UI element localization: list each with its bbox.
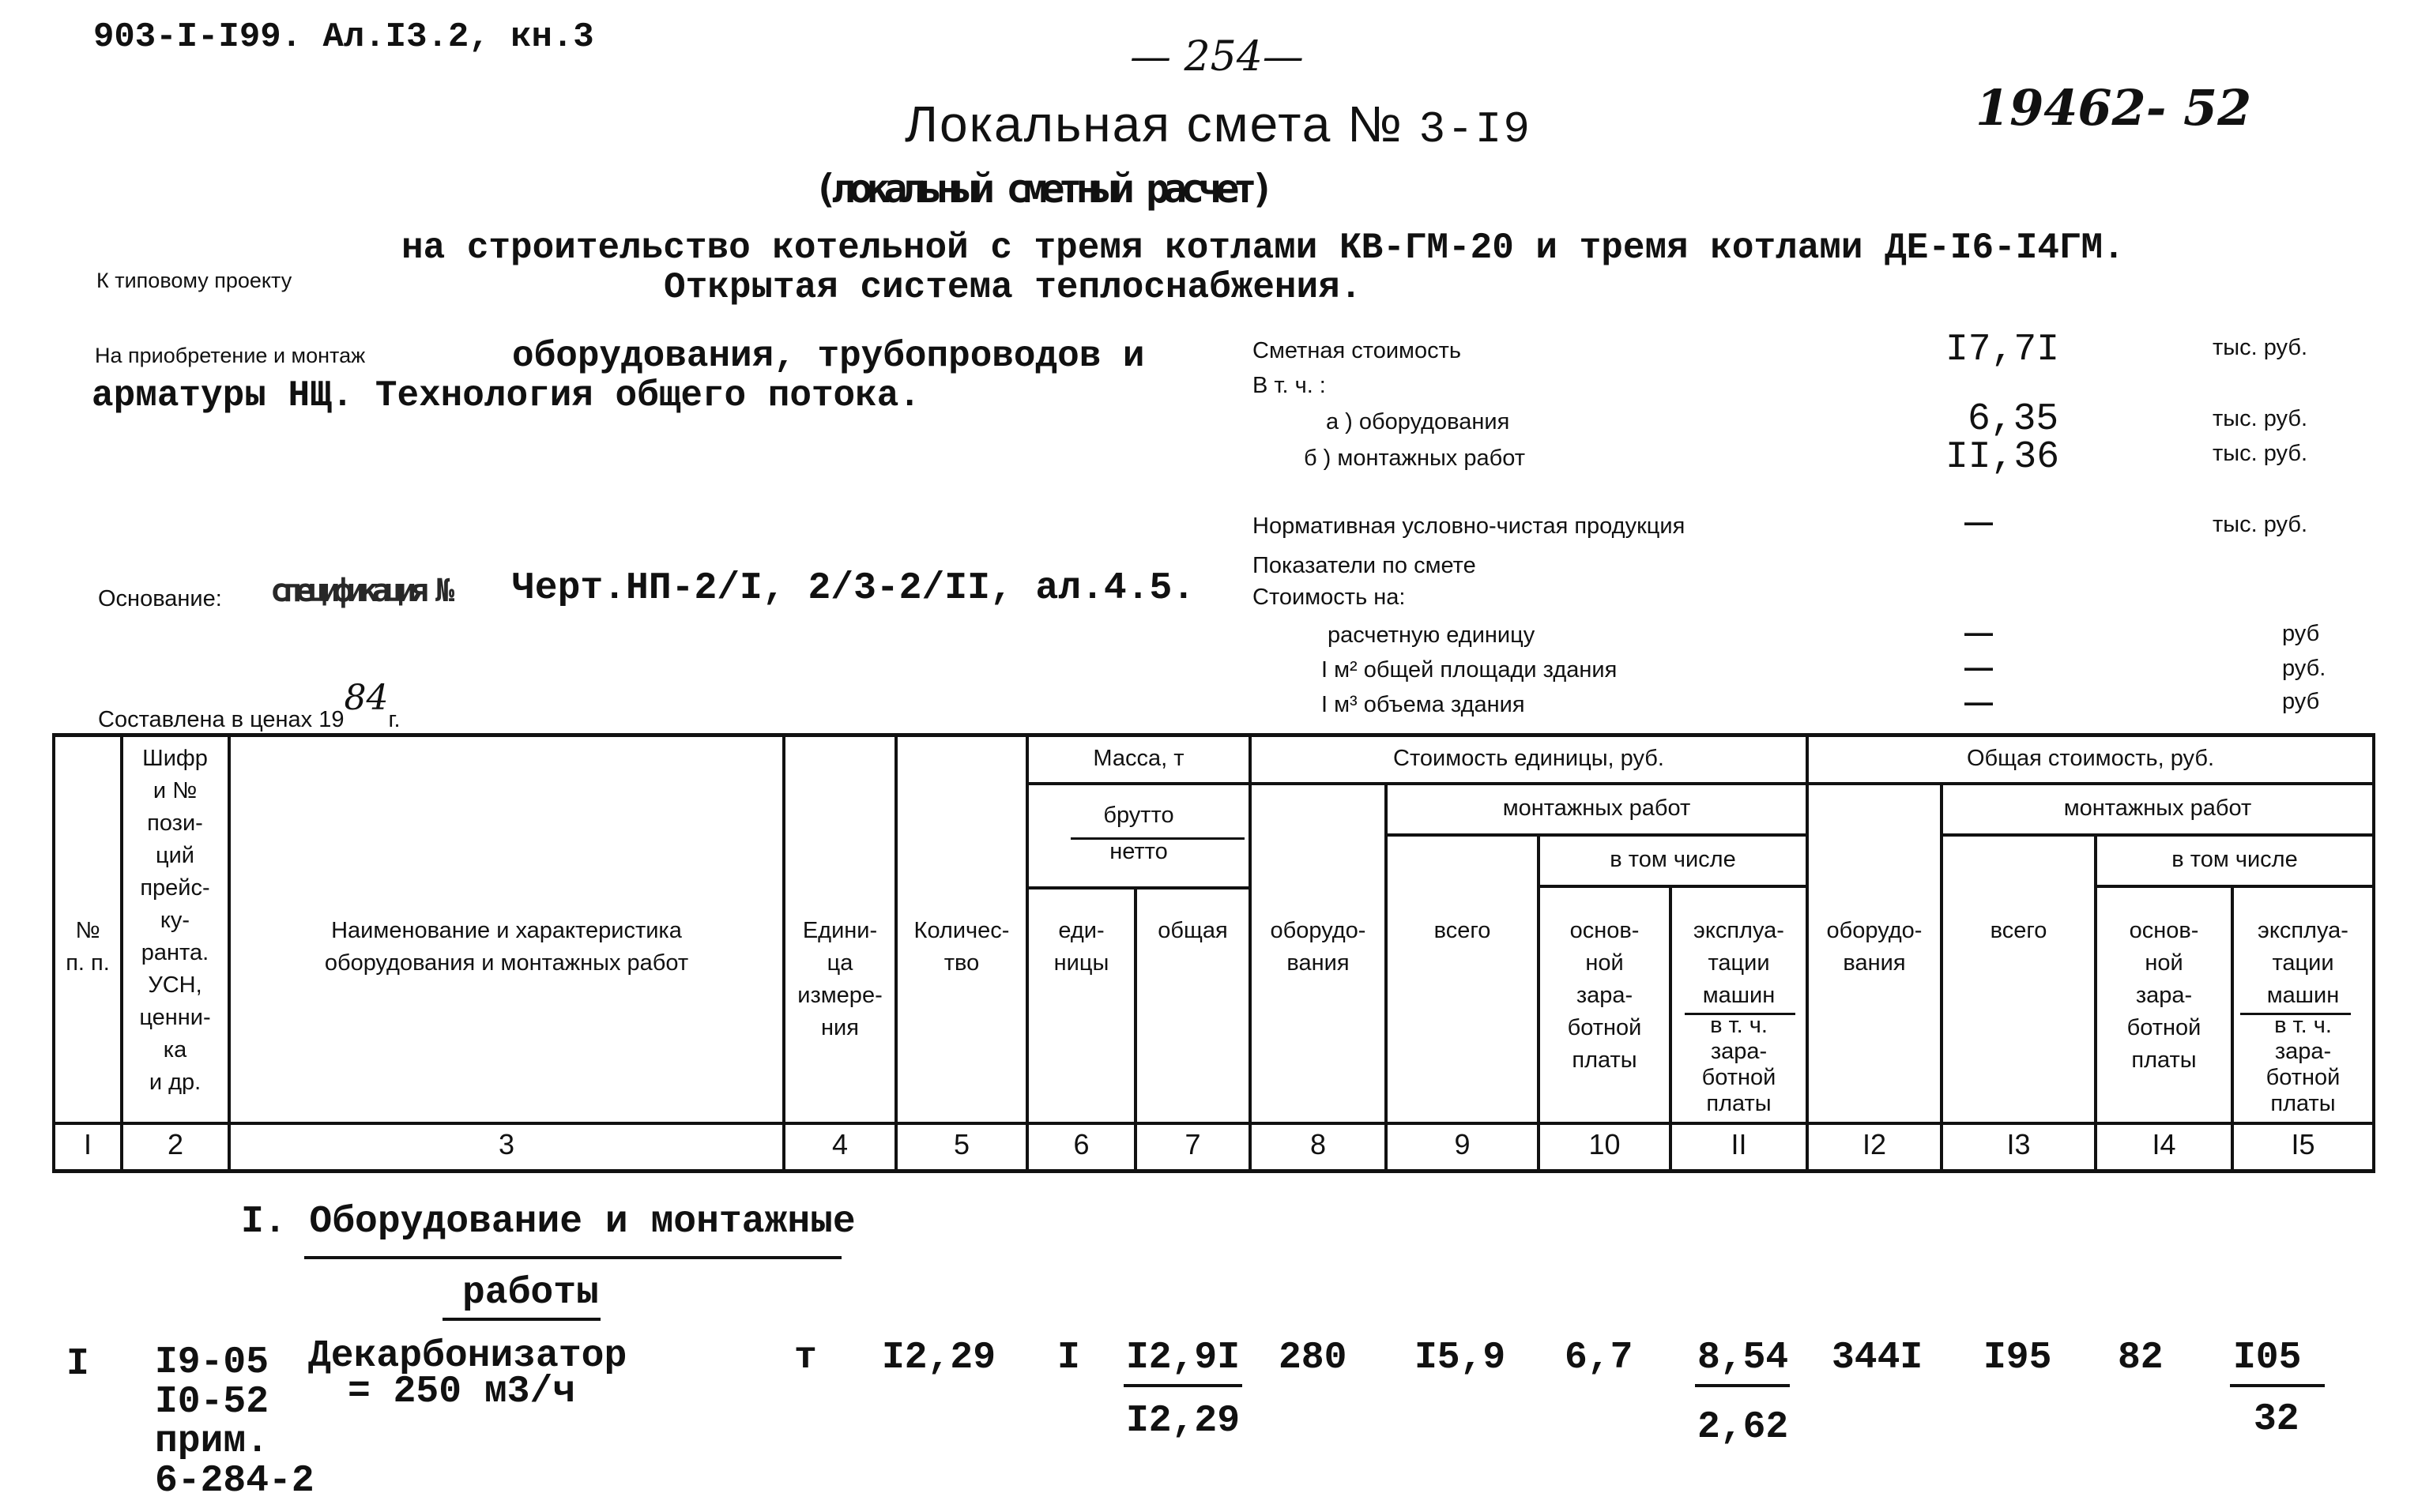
header-total-install: монтажных работ [2063,795,2252,821]
header-unit-incl: в том числе [1610,847,1736,872]
row-name-line-2: = 250 м3/ч [348,1371,576,1413]
header-total-incl: в том числе [2171,847,2298,872]
estimate-cost-label: Сметная стоимость [1252,338,1461,363]
row-install-total: I5,9 [1414,1337,1506,1379]
unit-rub-1: руб [2282,621,2320,646]
unit-thousand-2: тыс. руб. [2213,406,2308,431]
project-line-2: Открытая система теплоснабжения. [664,267,1362,308]
row-total-machines: I05 [2233,1337,2302,1379]
header-brutto: брутто [1103,803,1174,828]
col-number: II [1731,1128,1747,1160]
header-unit-cost: Стоимость единицы, руб. [1393,746,1664,771]
row-mass-brutto: I2,9I [1126,1337,1241,1379]
section-underline-2 [443,1318,601,1321]
equipment-value: 6,35 [1968,398,2059,441]
basis-label: Основание: [98,586,222,611]
unit-rub-3: руб [2282,689,2320,714]
col-number: 9 [1454,1128,1471,1160]
basis-value: Черт.НП-2/I, 2/3-2/II, ал.4.5. [512,567,1196,610]
col-number: 2 [167,1128,184,1160]
title-text: Локальная смета № [905,96,1403,152]
project-label: К типовому проекту [96,269,292,292]
page-number: — 254— [1130,33,1304,81]
unit-rub-2: руб. [2282,656,2326,681]
col-number: I4 [2152,1128,2176,1160]
volume-dash: — [1964,686,1993,718]
normative-label: Нормативная условно-чистая продукция [1252,513,1685,539]
header-unit-equip: оборудо- вания [1270,918,1366,976]
row-code-line: I0-52 [155,1381,269,1424]
project-line-1: на строительство котельной с тремя котлами КВ-ГМ-20 и тремя котлами ДЕ-I6-I4ГМ. [401,228,2125,269]
col-number: 5 [953,1128,970,1160]
compiled-label [98,678,401,735]
row-total-machines-divider [2230,1384,2325,1387]
header-netto: нетто [1109,839,1168,864]
volume-label: I м³ объема здания [1321,692,1525,717]
col-number: 3 [498,1128,515,1160]
row-equip-cost: 280 [1279,1337,1347,1379]
area-label: I м² общей площади здания [1321,657,1618,683]
row-code [155,1343,314,1501]
header-unit-install: монтажных работ [1502,795,1691,821]
header-unit-machines-wage: в т. ч. зара- ботной платы [1701,1013,1776,1116]
title-number: 3-I9 [1418,104,1531,155]
header-code: Шифр и № пози- ций прейс- ку- ранта. УСН, ценни- ка и др. [139,746,211,1095]
compiled-label-text: Составлена в ценах 19 [98,707,345,732]
section-underline-1 [304,1256,842,1259]
col-number: 10 [1588,1128,1621,1160]
header-mass: Масса, т [1093,746,1185,771]
handwritten-code: 19462- 52 [1975,79,2252,137]
area-dash: — [1964,651,1993,683]
header-unit-machines: эксплуа- тации машин [1693,918,1784,1008]
header-total-machines: эксплуа- тации машин [2258,918,2348,1008]
row-total-equip: 344I [1832,1337,1923,1379]
header-total-machines-wage: в т. ч. зара- ботной платы [2265,1013,2341,1116]
col-number: I [83,1128,92,1160]
col-number: 7 [1185,1128,1201,1160]
row-machines: 8,54 [1697,1337,1789,1379]
row-total-install: I95 [1983,1337,2052,1379]
row-code-line: 6-284-2 [155,1460,314,1503]
section-title-line-2: работы [462,1272,599,1315]
row-unit: т [794,1337,817,1379]
equipment-label: а ) оборудования [1326,409,1510,434]
estimate-cost-value: I7,7I [1945,329,2060,371]
unit-thousand-3: тыс. руб. [2213,441,2308,466]
row-machines-divider [1695,1384,1790,1387]
unit-thousand-4: тыс. руб. [2213,512,2308,537]
header-total-total: всего [1990,918,2047,943]
indicators-label: Показатели по смете [1252,553,1476,578]
row-total-wage: 82 [2118,1337,2164,1379]
col-number: 4 [831,1128,849,1160]
header-mass-unit: еди- ницы [1053,918,1109,976]
row-machines-wage: 2,62 [1697,1406,1789,1449]
row-number: I [66,1343,89,1386]
row-mass-unit: I [1057,1337,1080,1379]
header-name: Наименование и характеристика оборудования и монтажных работ [324,918,689,976]
row-mass-netto: I2,29 [1126,1400,1241,1442]
cost-on-label: Стоимость на: [1252,585,1406,610]
row-name-line-1: Декарбонизатор [308,1335,627,1378]
row-qty: I2,29 [882,1337,996,1379]
header-unit-total: всего [1433,918,1491,943]
col-number: I5 [2291,1128,2315,1160]
row-wage: 6,7 [1565,1337,1633,1379]
struck-subtitle: (локальный сметный расчет) [814,166,1268,212]
basis-struck: спецификация № [270,573,449,609]
col-number: 8 [1309,1128,1327,1160]
row-code-line: прим. [155,1420,269,1463]
incl-label: В т. ч. : [1252,373,1326,398]
compiled-suffix: г. [388,707,401,732]
purpose-line-1: оборудования, трубопроводов и [512,336,1145,377]
header-unit-wage: основ- ной зара- ботной платы [1567,918,1642,1073]
calc-unit-label: расчетную единицу [1328,622,1535,648]
header-mass-total: общая [1158,918,1228,943]
header-total-cost: Общая стоимость, руб. [1966,746,2215,771]
compiled-year: 84 [344,678,389,718]
section-title-line-1: I. Оборудование и монтажные [241,1201,856,1243]
header-num: № п. п. [66,918,110,976]
header-total-wage: основ- ной зара- ботной платы [2126,918,2201,1073]
header-unit: Едини- ца измере- ния [797,918,883,1040]
install-label: б ) монтажных работ [1304,446,1526,471]
row-code-line: I9-05 [155,1341,269,1384]
calc-unit-dash: — [1964,616,1993,649]
normative-dash: — [1964,506,1993,538]
header-total-equip: оборудо- вания [1826,918,1923,976]
purpose-line-2: арматуры НЩ. Технология общего потока. [92,375,921,416]
document-reference: 903-I-I99. Ал.I3.2, кн.3 [93,17,594,57]
col-number: 6 [1073,1128,1090,1160]
purpose-label: На приобретение и монтаж [95,344,366,367]
col-number: I2 [1862,1128,1887,1160]
col-number: I3 [2006,1128,2031,1160]
row-total-machines-wage: 32 [2254,1398,2299,1441]
row-mass-divider [1124,1384,1242,1387]
page-title [905,95,1531,155]
unit-thousand-1: тыс. руб. [2213,335,2308,360]
install-value: II,36 [1945,436,2060,479]
header-qty: Количес- тво [913,918,1010,976]
